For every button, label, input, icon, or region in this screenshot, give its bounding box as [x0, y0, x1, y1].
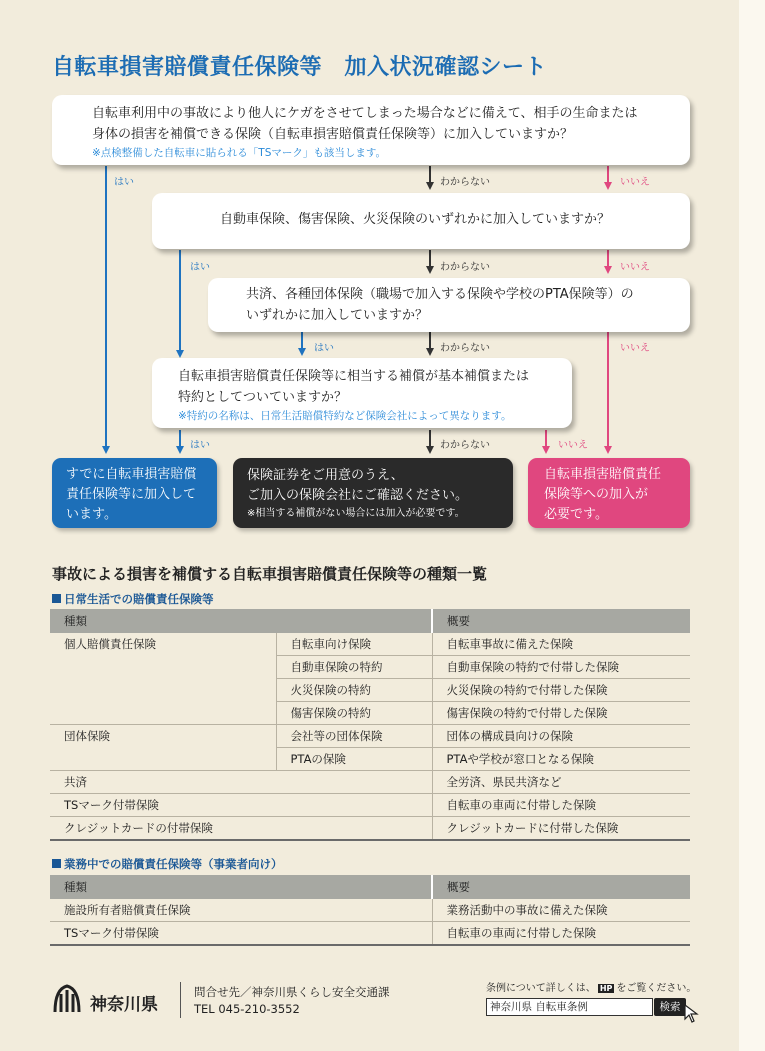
cursor-icon: [684, 1004, 700, 1024]
cell-summary: 火災保険の特約で付帯した保険: [432, 679, 690, 702]
table-row: [50, 702, 690, 725]
result-required-line1: 自転車損害賠償責任: [544, 467, 662, 482]
cell-type: [50, 679, 276, 702]
label-no-1: いいえ: [620, 177, 650, 188]
label-yes-1: はい: [114, 177, 134, 188]
question-4-line2: 特約としてついていますか？: [178, 390, 348, 405]
ordinance-note: [486, 979, 696, 994]
square-bullet-icon: [52, 859, 61, 868]
cell-type: クレジットカードの付帯保険: [50, 817, 276, 841]
cell-subtype: [276, 817, 432, 841]
header-summary: 概要: [432, 875, 690, 899]
cell-subtype: 火災保険の特約: [276, 679, 432, 702]
result-enrolled-line3: います。: [66, 507, 117, 522]
hp-badge: HP: [599, 984, 613, 993]
cell-summary: 自動車保険の特約で付帯した保険: [432, 656, 690, 679]
square-bullet-icon: [52, 594, 61, 603]
question-1-line2: 身体の損害を補償できる保険（自転車損害賠償責任保険等）に加入していますか？: [92, 127, 574, 142]
business-table-header: [50, 875, 690, 899]
question-3-line1: 共済、各種団体保険（職場で加入する保険や学校のPTA保険等）の: [246, 287, 634, 302]
question-1-line1: 自転車利用中の事故により他人にケガをさせてしまった場合などに備えて、相手の生命または: [92, 106, 638, 121]
cell-type: 個人賠償責任保険: [64, 637, 156, 652]
label-unknown-3: わからない: [440, 343, 490, 354]
cell-subtype: 会社等の団体保険: [276, 725, 432, 748]
cell-type: [50, 702, 276, 725]
cell-summary: PTAや学校が窓口となる保険: [432, 748, 690, 771]
result-enrolled-line1: すでに自転車損害賠償: [66, 467, 197, 482]
table-row: [50, 725, 690, 748]
result-confirm-line2: ご加入の保険会社にご確認ください。: [247, 488, 469, 503]
daily-subtitle: [52, 591, 214, 607]
cell-type: 団体保険: [64, 729, 110, 744]
cell-summary: 団体の構成員向けの保険: [432, 725, 690, 748]
business-subtitle: [52, 856, 283, 872]
question-1: [52, 95, 690, 165]
contact-tel: TEL 045-210-3552: [194, 1002, 300, 1016]
cell-type: [50, 656, 276, 679]
kanagawa-emblem-icon: [50, 982, 84, 1016]
daily-table-header: [50, 609, 690, 633]
cell-summary: 全労済、県民共済など: [432, 771, 690, 794]
cell-summary: クレジットカードに付帯した保険: [432, 817, 690, 841]
list-title: 事故による損害を補償する自転車損害賠償責任保険等の種類一覧: [52, 565, 488, 583]
cell-subtype: PTAの保険: [276, 748, 432, 771]
result-required: [528, 458, 690, 528]
cell-subtype: [276, 794, 432, 817]
result-required-line3: 必要です。: [544, 507, 608, 522]
label-unknown-4: わからない: [440, 440, 490, 451]
question-4: [152, 358, 572, 428]
question-2-line1: 自動車保険、傷害保険、火災保険のいずれかに加入していますか？: [220, 212, 611, 227]
contact-dept: 問合せ先／神奈川県くらし安全交通課: [194, 985, 390, 999]
table-row: [50, 633, 690, 656]
cell-summary: 傷害保険の特約で付帯した保険: [432, 702, 690, 725]
label-unknown-2: わからない: [440, 262, 490, 273]
daily-subtitle-text: 日常生活での賠償責任保険等: [64, 592, 214, 606]
business-subtitle-text: 業務中での賠償責任保険等（事業者向け）: [64, 857, 283, 871]
cell-type: [50, 748, 276, 771]
label-no-2: いいえ: [620, 262, 650, 273]
daily-table: [50, 609, 690, 841]
contact-info: [194, 984, 390, 1018]
label-unknown-1: わからない: [440, 177, 490, 188]
question-2: [152, 193, 690, 249]
result-enrolled: [52, 458, 217, 528]
table-row: [50, 794, 690, 817]
cell-summary: 業務活動中の事故に備えた保険: [432, 899, 690, 922]
label-yes-2: はい: [190, 262, 210, 273]
header-type: 種類: [50, 875, 432, 899]
prefecture-name: 神奈川県: [90, 995, 158, 1015]
question-3: [208, 278, 690, 332]
cell-summary: 自転車の車両に付帯した保険: [432, 794, 690, 817]
cell-subtype: 自動車保険の特約: [276, 656, 432, 679]
ordinance-note-pre: 条例について詳しくは、: [486, 983, 596, 994]
result-confirm: [233, 458, 513, 528]
cell-summary: 自転車の車両に付帯した保険: [432, 922, 690, 946]
question-3-line2: いずれかに加入していますか？: [246, 308, 429, 323]
label-yes-3: はい: [314, 343, 334, 354]
question-4-note: ※特約の名称は、日常生活賠償特約など保険会社によって異なります。: [178, 410, 512, 422]
table-row: [50, 679, 690, 702]
question-1-note: ※点検整備した自転車に貼られる「TSマーク」も該当します。: [92, 147, 387, 159]
ordinance-note-post: をご覧ください。: [616, 983, 697, 994]
table-row: [50, 899, 690, 922]
cell-summary: 自転車事故に備えた保険: [432, 633, 690, 656]
page-title: 自転車損害賠償責任保険等 加入状況確認シート: [52, 55, 548, 80]
cell-subtype: [276, 771, 432, 794]
result-confirm-line1: 保険証券をご用意のうえ、: [247, 468, 404, 483]
header-type: 種類: [50, 609, 432, 633]
cell-type: 共済: [50, 771, 276, 794]
search-input[interactable]: 神奈川県 自転車条例: [486, 998, 653, 1016]
table-row: [50, 922, 690, 946]
table-row: [50, 656, 690, 679]
footer-divider: [180, 982, 181, 1018]
question-4-line1: 自転車損害賠償責任保険等に相当する補償が基本補償または: [178, 369, 530, 384]
cell-type: TSマーク付帯保険: [50, 922, 432, 946]
search-button[interactable]: 検索: [654, 998, 686, 1016]
header-summary: 概要: [432, 609, 690, 633]
result-required-line2: 保険等への加入が: [544, 487, 649, 502]
result-confirm-note: ※相当する補償がない場合には加入が必要です。: [247, 508, 465, 519]
label-no-3: いいえ: [620, 343, 650, 354]
label-no-4: いいえ: [558, 440, 588, 451]
business-table: [50, 875, 690, 946]
table-row: [50, 748, 690, 771]
cell-subtype: 自転車向け保険: [276, 633, 432, 656]
cell-type: 施設所有者賠償責任保険: [50, 899, 432, 922]
table-row: [50, 771, 690, 794]
cell-type: TSマーク付帯保険: [50, 794, 276, 817]
table-row: [50, 817, 690, 841]
result-enrolled-line2: 責任保険等に加入して: [66, 487, 197, 502]
label-yes-4: はい: [190, 440, 210, 451]
cell-subtype: 傷害保険の特約: [276, 702, 432, 725]
